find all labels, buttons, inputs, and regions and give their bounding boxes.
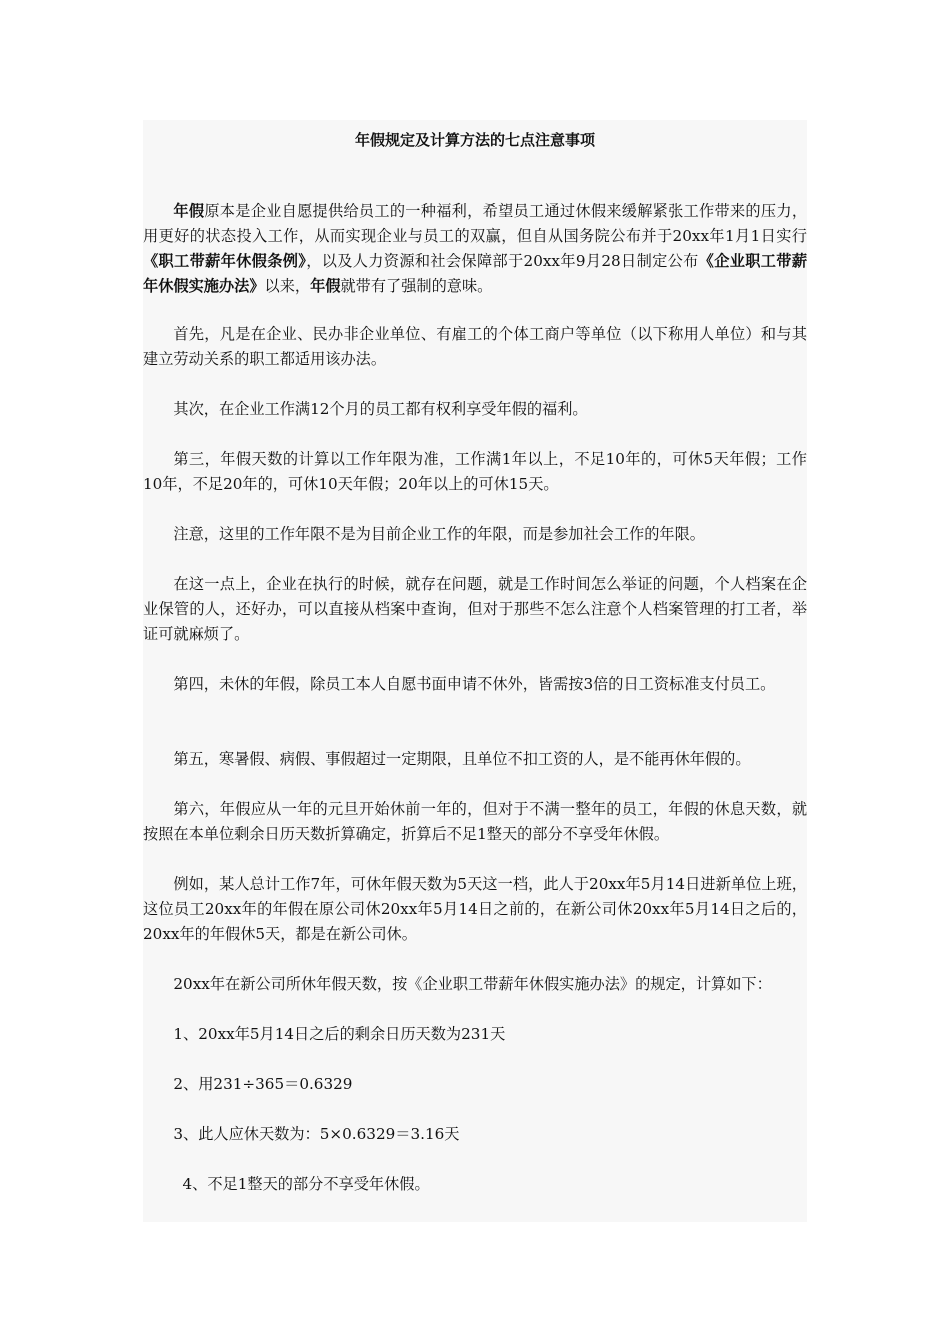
document-body (143, 120, 807, 1222)
paragraph-fifth: 第五，寒暑假、病假、事假超过一定期限，且单位不扣工资的人，是不能再休年假的。 (173, 750, 751, 768)
intro-bold-tail: 年假 (310, 277, 341, 295)
calc-step-4: 4、不足1整天的部分不享受年休假。 (182, 1175, 430, 1193)
calc-step-2: 2、用231÷365＝0.6329 (173, 1075, 353, 1093)
intro-regulation-2: 《企业职工带薪年休假实施办法》 (143, 252, 808, 295)
paragraph-note: 注意，这里的工作年限不是为目前企业工作的年限，而是参加社会工作的年限。 (173, 525, 705, 543)
intro-text-4: 就带有了强制的意味。 (340, 277, 493, 295)
intro-text-2: ，以及人力资源和社会保障部于20xx年9月28日制定公布 (306, 252, 699, 270)
paragraph-third: 第三，年假天数的计算以工作年限为准，工作满1年以上，不足10年的，可休5天年假；工作10年，不足20年的，可休10天年假；20年以上的可休15天。 (143, 450, 807, 493)
intro-regulation-1: 《职工带薪年休假条例》 (143, 252, 307, 270)
intro-paragraph (143, 199, 807, 299)
calc-step-1: 1、20xx年5月14日之后的剩余日历天数为231天 (173, 1025, 506, 1043)
intro-text-1: 原本是企业自愿提供给员工的一种福利，希望员工通过休假来缓解紧张工作带来的压力，用更好的状态投入工作，从而实现企业与员工的双赢，但自从国务院公布并于20xx年1月1日实行 (143, 202, 808, 245)
paragraph-calc-intro: 20xx年在新公司所休年假天数，按《企业职工带薪年休假实施办法》的规定，计算如下： (173, 975, 772, 993)
intro-bold-lead: 年假 (173, 202, 205, 220)
paragraph-sixth: 第六，年假应从一年的元旦开始休前一年的，但对于不满一整年的员工，年假的休息天数，就按照在本单位剩余日历天数折算确定，折算后不足1整天的部分不享受年休假。 (143, 800, 807, 843)
paragraph-point: 在这一点上，企业在执行的时候，就存在问题，就是工作时间怎么举证的问题，个人档案在企业保管的人，还好办，可以直接从档案中查询，但对于那些不怎么注意个人档案管理的打工者，举证可就麻烦了。 (143, 575, 807, 643)
paragraph-example: 例如，某人总计工作7年，可休年假天数为5天这一档，此人于20xx年5月14日进新单位上班，这位员工20xx年的年假在原公司休20xx年5月14日之前的，在新公司休20xx年5月14日之后的，20xx年的年假休5天，都是在新公司休。 (143, 875, 807, 943)
paragraph-fourth: 第四，未休的年假，除员工本人自愿书面申请不休外，皆需按3倍的日工资标准支付员工。 (173, 675, 776, 693)
paragraph-second: 其次，在企业工作满12个月的员工都有权利享受年假的福利。 (173, 400, 588, 418)
document-title: 年假规定及计算方法的七点注意事项 (354, 131, 595, 149)
intro-text-3: 以来， (264, 277, 311, 295)
calc-step-3: 3、此人应休天数为：5×0.6329＝3.16天 (173, 1125, 460, 1143)
paragraph-first: 首先，凡是在企业、民办非企业单位、有雇工的个体工商户等单位（以下称用人单位）和与其建立劳动关系的职工都适用该办法。 (143, 325, 807, 368)
